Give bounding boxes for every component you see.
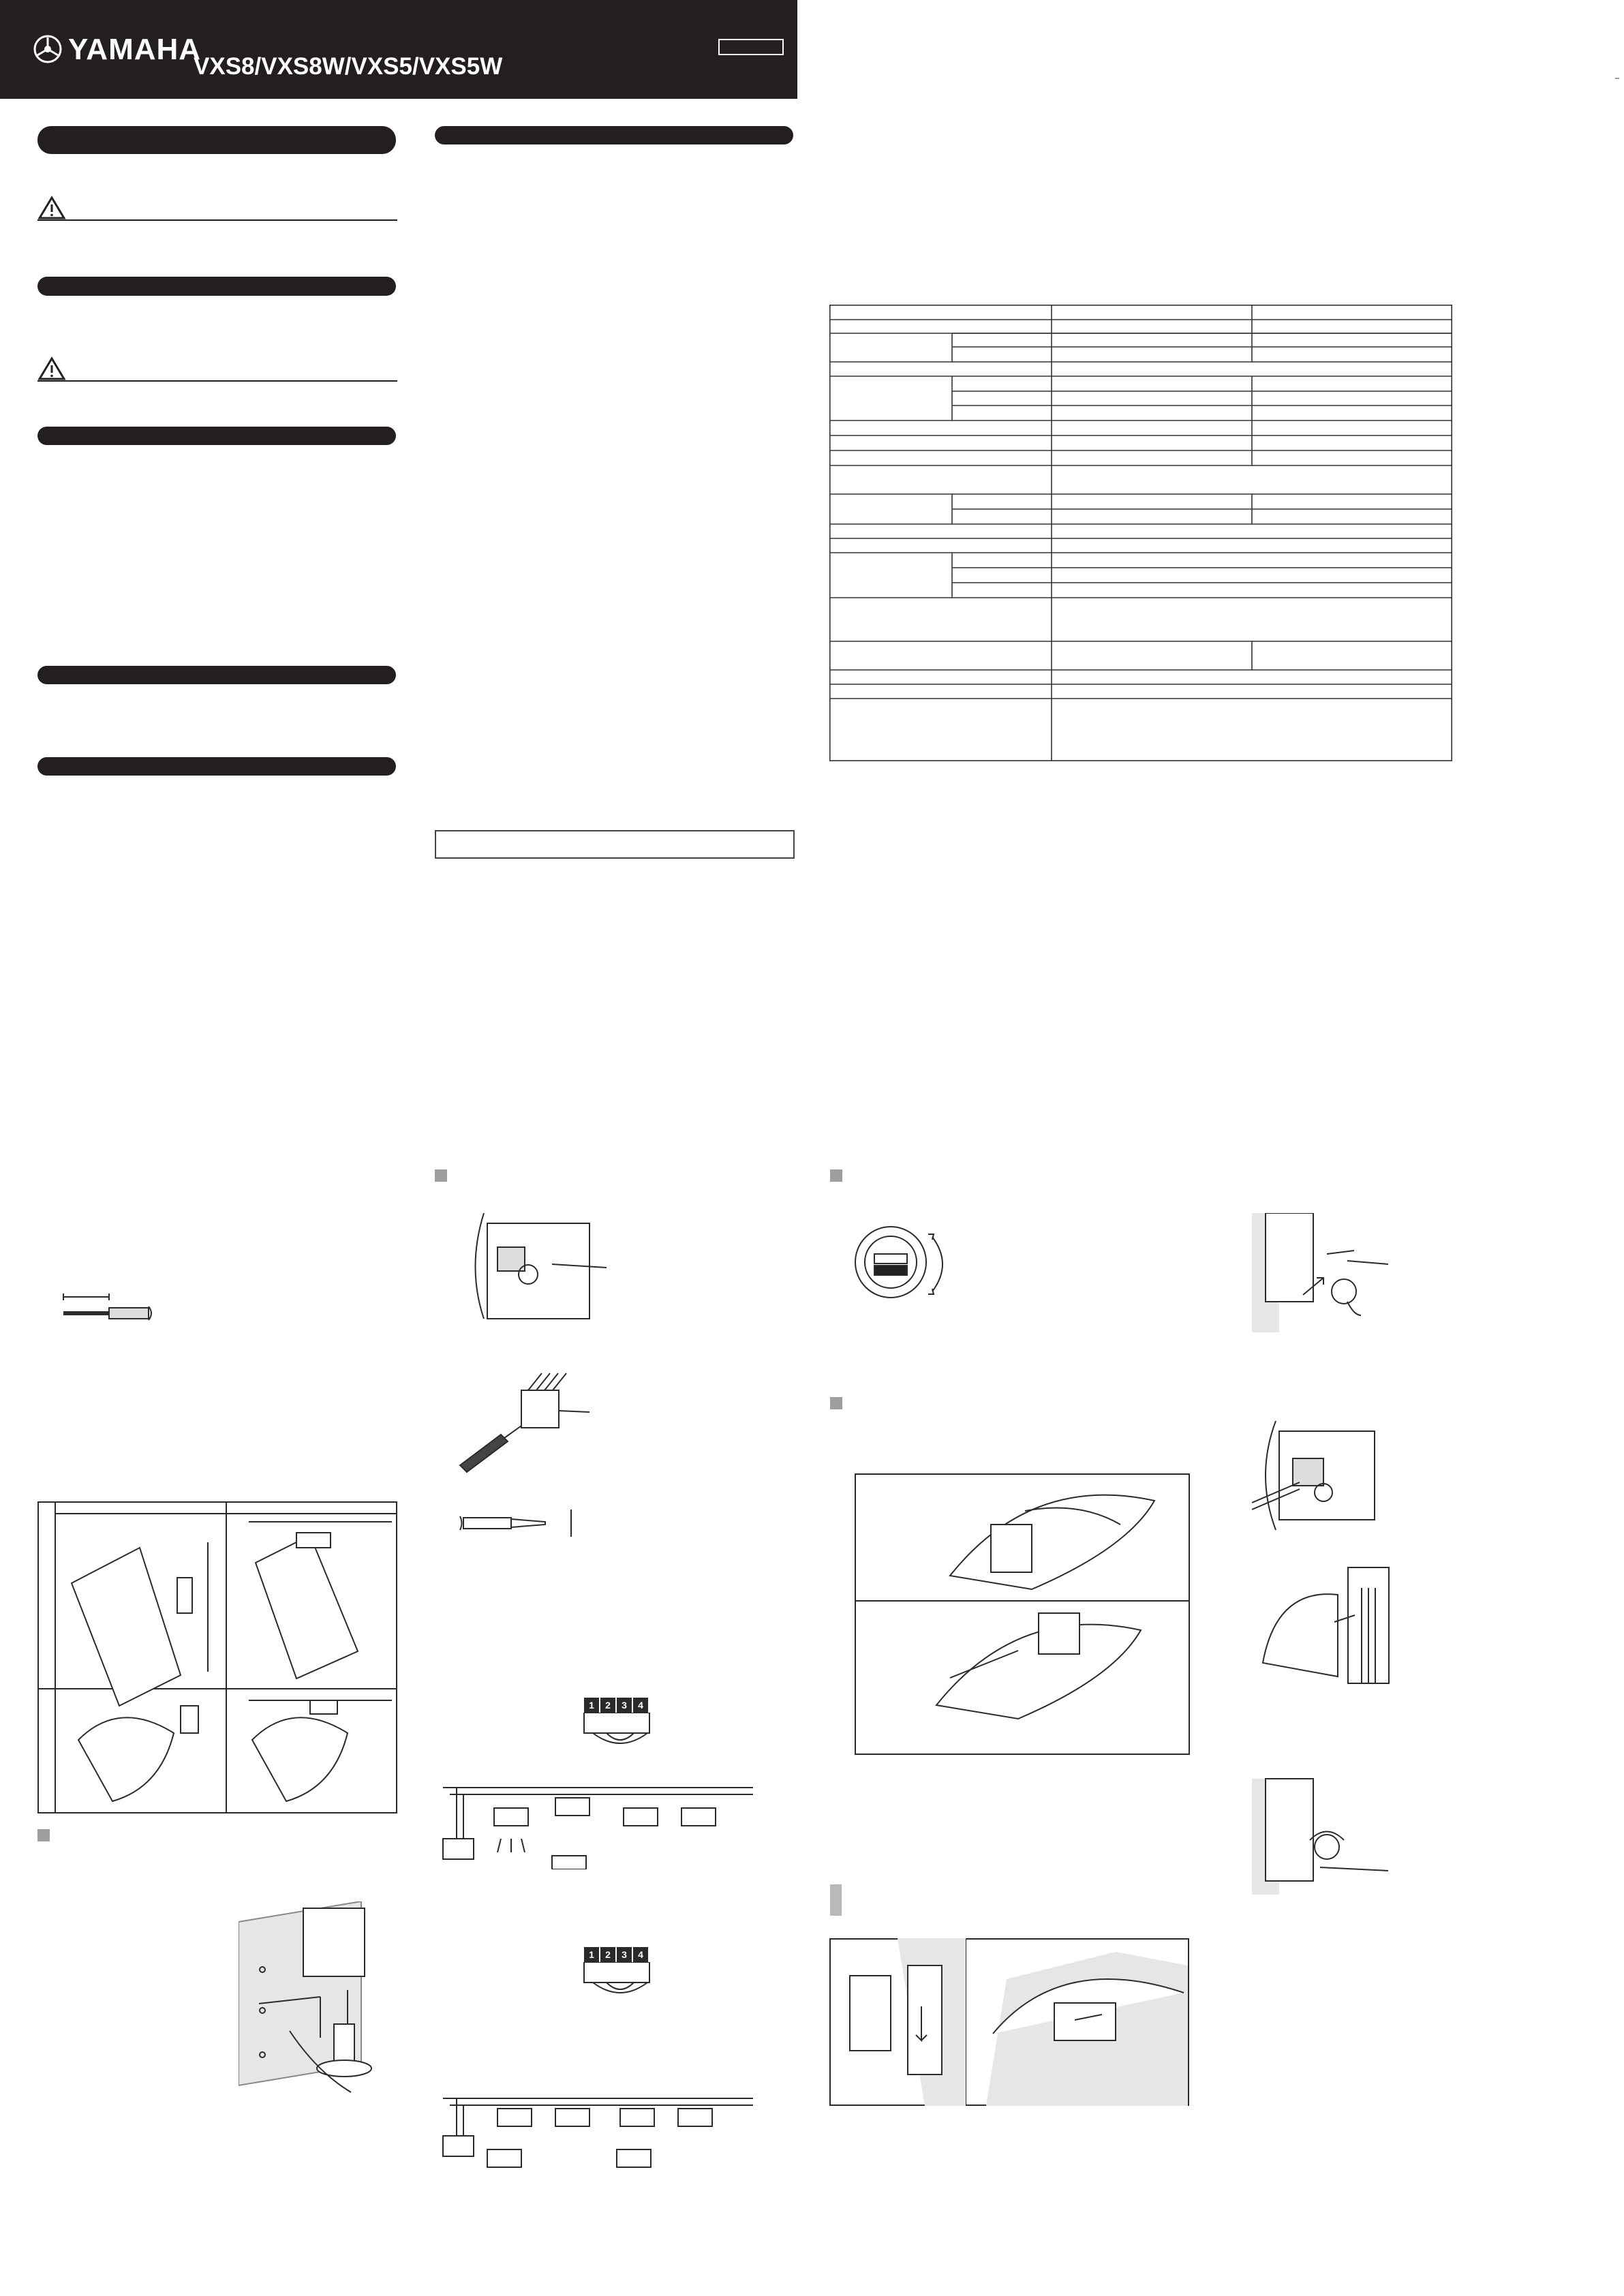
cable-clamp-drawing [855, 1473, 1190, 1755]
yamaha-logo-icon [33, 34, 63, 64]
terminal-number: 2 [600, 1947, 617, 1962]
terminal-numbers-1 [584, 1698, 649, 1713]
wiring-diagram-2 [436, 1962, 756, 2194]
step-marker [37, 1829, 50, 1841]
step-marker [435, 1169, 447, 1182]
note-box [435, 830, 795, 859]
terminal-number: 1 [584, 1947, 600, 1962]
edge-mark [1615, 78, 1619, 79]
terminal-connector-drawing [470, 1213, 607, 1322]
terminal-number: 4 [633, 1698, 649, 1713]
section-bar-1 [37, 126, 396, 154]
step-marker [830, 1397, 842, 1409]
cable-strip-drawing [58, 1290, 167, 1331]
warning-rule-1 [37, 219, 397, 221]
wiring-diagram-1 [436, 1713, 756, 1869]
install-step-2-drawing [1252, 1407, 1388, 1533]
mounting-orientation-table [37, 1501, 397, 1813]
warning-triangle-icon [37, 356, 66, 381]
terminal-number: 1 [584, 1698, 600, 1713]
warning-triangle-icon [37, 196, 66, 220]
section-bar-2 [37, 277, 396, 296]
brand-name: YAMAHA [68, 33, 202, 66]
section-bar-6 [435, 126, 793, 144]
terminal-number: 2 [600, 1698, 617, 1713]
header-box [718, 39, 784, 55]
impedance-dial-drawing [852, 1223, 961, 1305]
section-bar-3 [37, 427, 396, 445]
terminal-number: 3 [617, 1698, 633, 1713]
bracket-installation-drawing [239, 1901, 402, 2106]
terminal-number: 3 [617, 1947, 633, 1962]
step-marker [830, 1169, 842, 1182]
screwdriver-tip-drawing [457, 1510, 586, 1537]
terminal-number: 4 [633, 1947, 649, 1962]
specifications-table [829, 305, 1452, 761]
terminal-numbers-2 [584, 1947, 649, 1962]
step-marker [830, 1884, 842, 1916]
section-bar-5 [37, 757, 396, 776]
install-step-4-drawing [1252, 1772, 1388, 1895]
screwdriver-drawing [453, 1370, 589, 1475]
warning-rule-2 [37, 380, 397, 382]
model-list: VXS8/VXS8W/VXS5/VXS5W [194, 53, 503, 80]
install-step-3-drawing [1259, 1561, 1396, 1694]
cover-attach-drawing [829, 1938, 1189, 2106]
section-bar-4 [37, 666, 396, 684]
install-step-1-drawing [1252, 1213, 1388, 1332]
